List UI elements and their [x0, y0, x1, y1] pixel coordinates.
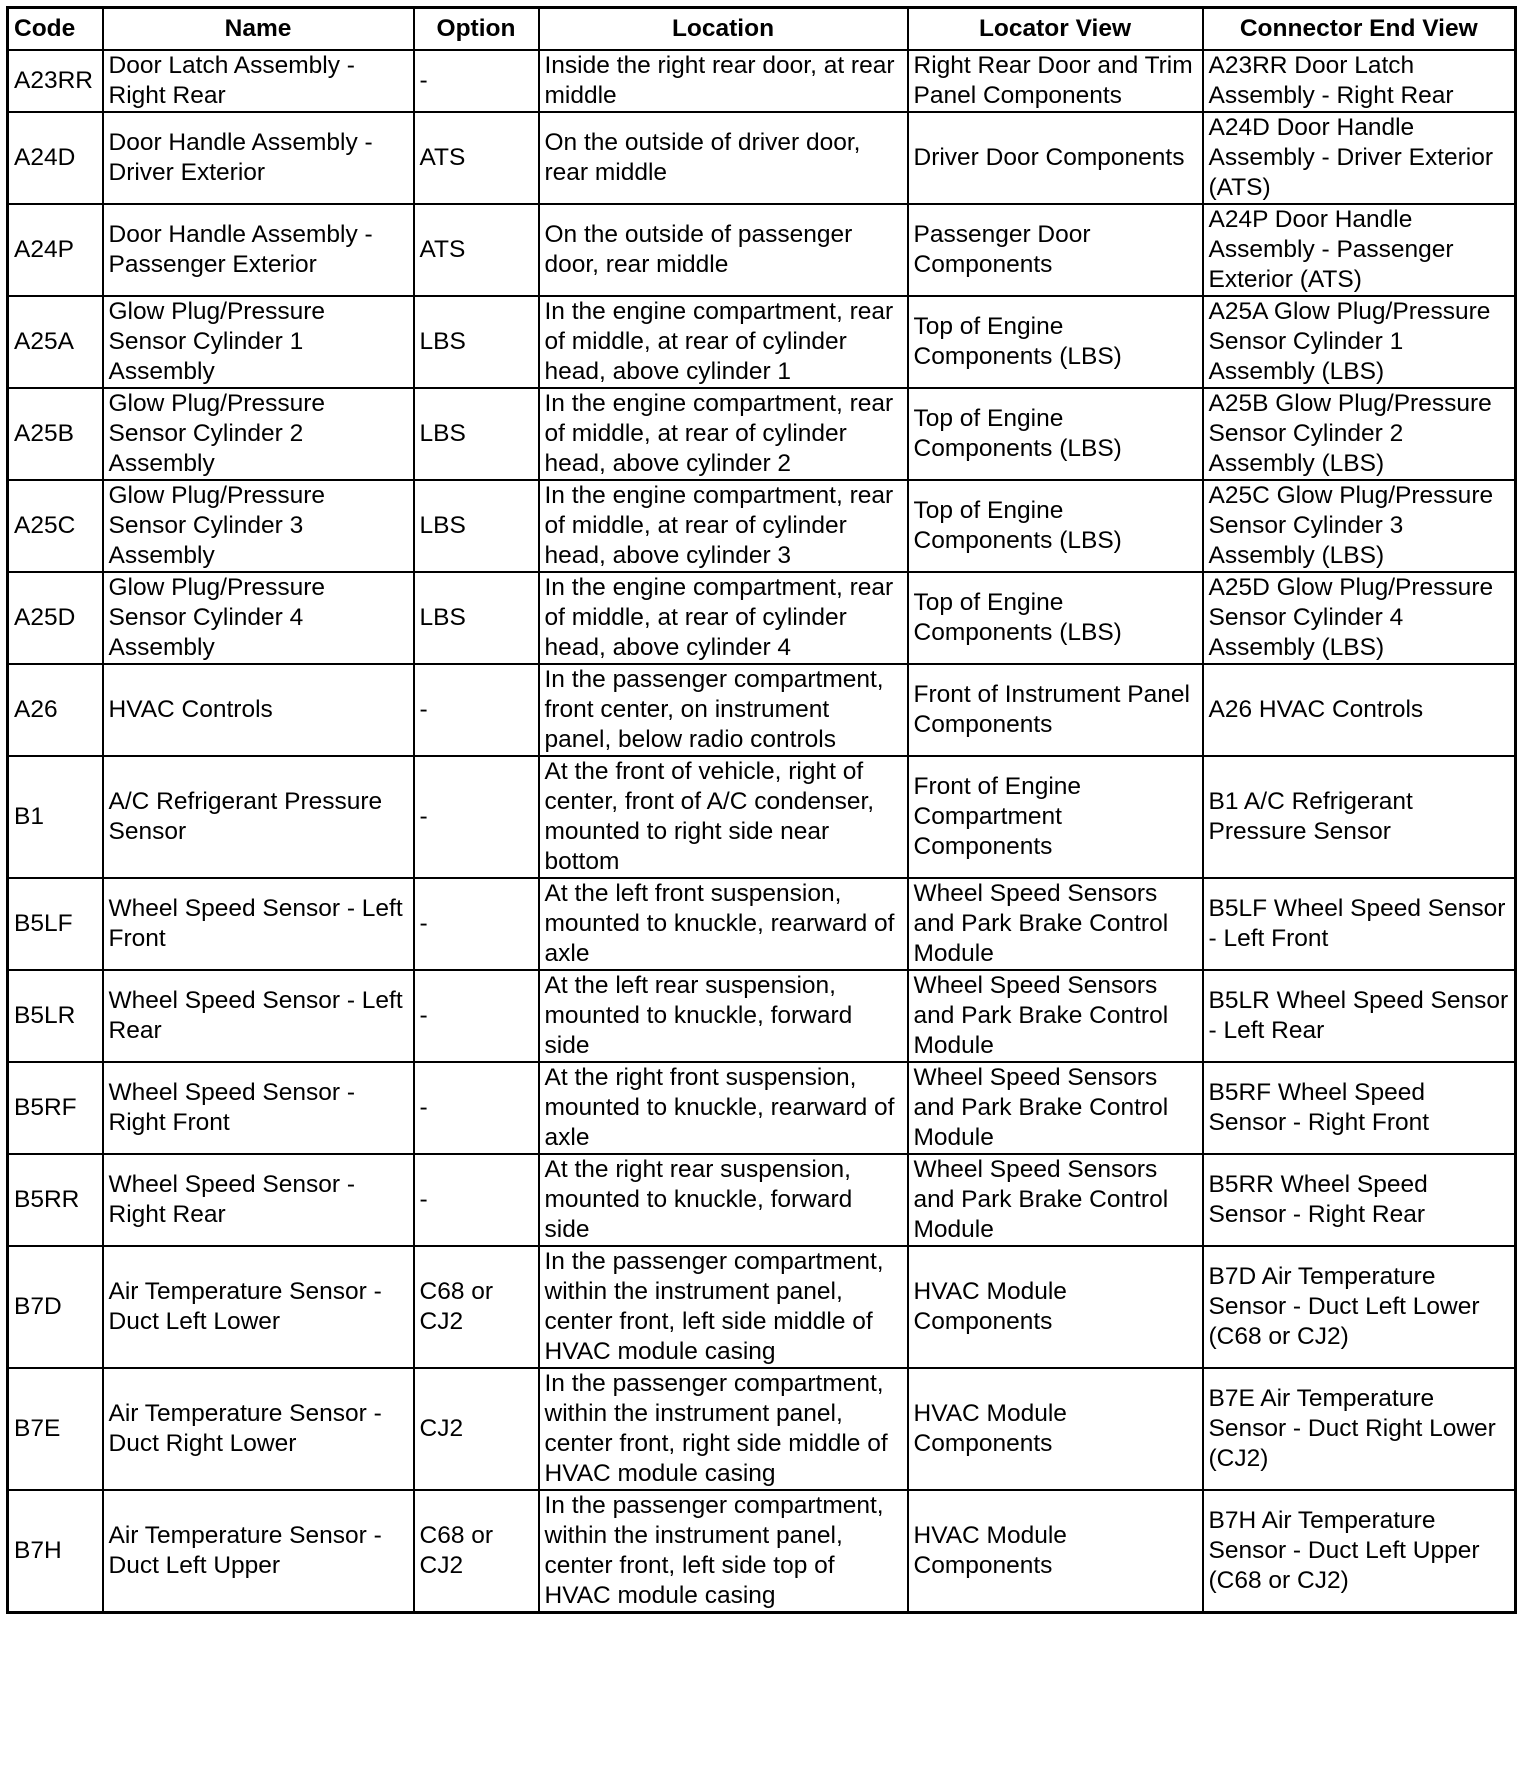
cell-code: B5LF [8, 878, 103, 970]
cell-locator-view: HVAC Module Components [908, 1490, 1203, 1613]
cell-name: Door Handle Assembly - Driver Exterior [103, 112, 414, 204]
cell-locator-view: Wheel Speed Sensors and Park Brake Control Module [908, 1154, 1203, 1246]
cell-option: - [414, 664, 539, 756]
table-row [8, 1368, 1516, 1490]
table-row [8, 572, 1516, 664]
table-row [8, 878, 1516, 970]
cell-locator-view: Passenger Door Components [908, 204, 1203, 296]
cell-locator-view: HVAC Module Components [908, 1246, 1203, 1368]
cell-location: In the engine compartment, rear of middle, at rear of cylinder head, above cylinder 4 [539, 572, 908, 664]
cell-option: LBS [414, 388, 539, 480]
header-code: Code [8, 8, 103, 51]
cell-location: In the passenger compartment, within the instrument panel, center front, right side middle of HVAC module casing [539, 1368, 908, 1490]
cell-option: CJ2 [414, 1368, 539, 1490]
cell-connector-end-view: B5LR Wheel Speed Sensor - Left Rear [1203, 970, 1516, 1062]
cell-code: A25C [8, 480, 103, 572]
cell-location: At the front of vehicle, right of center, front of A/C condenser, mounted to right side near bottom [539, 756, 908, 878]
cell-name: Wheel Speed Sensor - Left Rear [103, 970, 414, 1062]
cell-connector-end-view: B5LF Wheel Speed Sensor - Left Front [1203, 878, 1516, 970]
cell-option: - [414, 1062, 539, 1154]
cell-name: Glow Plug/Pressure Sensor Cylinder 4 Assembly [103, 572, 414, 664]
cell-location: On the outside of passenger door, rear middle [539, 204, 908, 296]
cell-connector-end-view: A25A Glow Plug/Pressure Sensor Cylinder 1 Assembly (LBS) [1203, 296, 1516, 388]
cell-option: - [414, 970, 539, 1062]
cell-location: In the passenger compartment, front center, on instrument panel, below radio controls [539, 664, 908, 756]
cell-location: At the left front suspension, mounted to knuckle, rearward of axle [539, 878, 908, 970]
cell-name: Door Latch Assembly - Right Rear [103, 50, 414, 112]
cell-code: A24P [8, 204, 103, 296]
cell-connector-end-view: A23RR Door Latch Assembly - Right Rear [1203, 50, 1516, 112]
table-row [8, 204, 1516, 296]
cell-name: HVAC Controls [103, 664, 414, 756]
cell-code: A25D [8, 572, 103, 664]
cell-locator-view: Front of Instrument Panel Components [908, 664, 1203, 756]
cell-option: LBS [414, 296, 539, 388]
cell-locator-view: Wheel Speed Sensors and Park Brake Control Module [908, 878, 1203, 970]
cell-connector-end-view: B5RF Wheel Speed Sensor - Right Front [1203, 1062, 1516, 1154]
cell-locator-view: Driver Door Components [908, 112, 1203, 204]
cell-code: B7H [8, 1490, 103, 1613]
cell-option: ATS [414, 204, 539, 296]
cell-option: LBS [414, 480, 539, 572]
cell-option: - [414, 50, 539, 112]
cell-connector-end-view: A25D Glow Plug/Pressure Sensor Cylinder 4 Assembly (LBS) [1203, 572, 1516, 664]
cell-name: Door Handle Assembly - Passenger Exterior [103, 204, 414, 296]
cell-locator-view: HVAC Module Components [908, 1368, 1203, 1490]
table-row [8, 664, 1516, 756]
cell-code: B5RR [8, 1154, 103, 1246]
cell-name: Air Temperature Sensor - Duct Right Lower [103, 1368, 414, 1490]
cell-option: C68 or CJ2 [414, 1246, 539, 1368]
cell-name: Glow Plug/Pressure Sensor Cylinder 3 Assembly [103, 480, 414, 572]
cell-connector-end-view: B7E Air Temperature Sensor - Duct Right Lower (CJ2) [1203, 1368, 1516, 1490]
table-body [8, 50, 1516, 1613]
cell-connector-end-view: B1 A/C Refrigerant Pressure Sensor [1203, 756, 1516, 878]
cell-code: B5LR [8, 970, 103, 1062]
cell-connector-end-view: A25C Glow Plug/Pressure Sensor Cylinder 3 Assembly (LBS) [1203, 480, 1516, 572]
component-locator-document [6, 6, 1514, 1614]
cell-connector-end-view: A25B Glow Plug/Pressure Sensor Cylinder 2 Assembly (LBS) [1203, 388, 1516, 480]
header-locator-view: Locator View [908, 8, 1203, 51]
table-row [8, 1490, 1516, 1613]
cell-location: In the engine compartment, rear of middle, at rear of cylinder head, above cylinder 1 [539, 296, 908, 388]
cell-name: Wheel Speed Sensor - Right Rear [103, 1154, 414, 1246]
cell-location: Inside the right rear door, at rear middle [539, 50, 908, 112]
cell-name: Wheel Speed Sensor - Left Front [103, 878, 414, 970]
cell-locator-view: Top of Engine Components (LBS) [908, 388, 1203, 480]
cell-location: At the left rear suspension, mounted to knuckle, forward side [539, 970, 908, 1062]
cell-code: A26 [8, 664, 103, 756]
cell-locator-view: Top of Engine Components (LBS) [908, 296, 1203, 388]
cell-option: LBS [414, 572, 539, 664]
cell-code: B5RF [8, 1062, 103, 1154]
cell-code: A25B [8, 388, 103, 480]
table-row [8, 1246, 1516, 1368]
cell-code: B7D [8, 1246, 103, 1368]
cell-locator-view: Right Rear Door and Trim Panel Components [908, 50, 1203, 112]
cell-name: Air Temperature Sensor - Duct Left Upper [103, 1490, 414, 1613]
cell-option: - [414, 878, 539, 970]
cell-connector-end-view: A24P Door Handle Assembly - Passenger Exterior (ATS) [1203, 204, 1516, 296]
cell-locator-view: Top of Engine Components (LBS) [908, 572, 1203, 664]
table-row [8, 480, 1516, 572]
cell-code: A25A [8, 296, 103, 388]
cell-locator-view: Wheel Speed Sensors and Park Brake Control Module [908, 970, 1203, 1062]
cell-connector-end-view: A24D Door Handle Assembly - Driver Exterior (ATS) [1203, 112, 1516, 204]
table-row [8, 1062, 1516, 1154]
cell-option: - [414, 1154, 539, 1246]
header-option: Option [414, 8, 539, 51]
header-connector-end-view: Connector End View [1203, 8, 1516, 51]
cell-connector-end-view: B7H Air Temperature Sensor - Duct Left Upper (C68 or CJ2) [1203, 1490, 1516, 1613]
table-row [8, 1154, 1516, 1246]
cell-locator-view: Wheel Speed Sensors and Park Brake Control Module [908, 1062, 1203, 1154]
header-name: Name [103, 8, 414, 51]
component-table [6, 6, 1517, 1614]
table-row [8, 112, 1516, 204]
cell-code: A24D [8, 112, 103, 204]
cell-name: Glow Plug/Pressure Sensor Cylinder 1 Assembly [103, 296, 414, 388]
cell-connector-end-view: B5RR Wheel Speed Sensor - Right Rear [1203, 1154, 1516, 1246]
table-row [8, 50, 1516, 112]
cell-name: A/C Refrigerant Pressure Sensor [103, 756, 414, 878]
cell-connector-end-view: B7D Air Temperature Sensor - Duct Left Lower (C68 or CJ2) [1203, 1246, 1516, 1368]
cell-code: B1 [8, 756, 103, 878]
cell-location: In the engine compartment, rear of middle, at rear of cylinder head, above cylinder 2 [539, 388, 908, 480]
header-location: Location [539, 8, 908, 51]
cell-name: Glow Plug/Pressure Sensor Cylinder 2 Assembly [103, 388, 414, 480]
cell-locator-view: Top of Engine Components (LBS) [908, 480, 1203, 572]
cell-location: At the right front suspension, mounted to knuckle, rearward of axle [539, 1062, 908, 1154]
table-row [8, 970, 1516, 1062]
cell-locator-view: Front of Engine Compartment Components [908, 756, 1203, 878]
cell-code: A23RR [8, 50, 103, 112]
cell-location: At the right rear suspension, mounted to knuckle, forward side [539, 1154, 908, 1246]
cell-option: C68 or CJ2 [414, 1490, 539, 1613]
table-row [8, 296, 1516, 388]
cell-option: - [414, 756, 539, 878]
table-row [8, 756, 1516, 878]
cell-code: B7E [8, 1368, 103, 1490]
header-row [8, 8, 1516, 51]
cell-location: In the passenger compartment, within the instrument panel, center front, left side middle of HVAC module casing [539, 1246, 908, 1368]
cell-connector-end-view: A26 HVAC Controls [1203, 664, 1516, 756]
cell-location: On the outside of driver door, rear middle [539, 112, 908, 204]
cell-location: In the passenger compartment, within the instrument panel, center front, left side top of HVAC module casing [539, 1490, 908, 1613]
cell-option: ATS [414, 112, 539, 204]
cell-location: In the engine compartment, rear of middle, at rear of cylinder head, above cylinder 3 [539, 480, 908, 572]
cell-name: Wheel Speed Sensor - Right Front [103, 1062, 414, 1154]
table-row [8, 388, 1516, 480]
cell-name: Air Temperature Sensor - Duct Left Lower [103, 1246, 414, 1368]
